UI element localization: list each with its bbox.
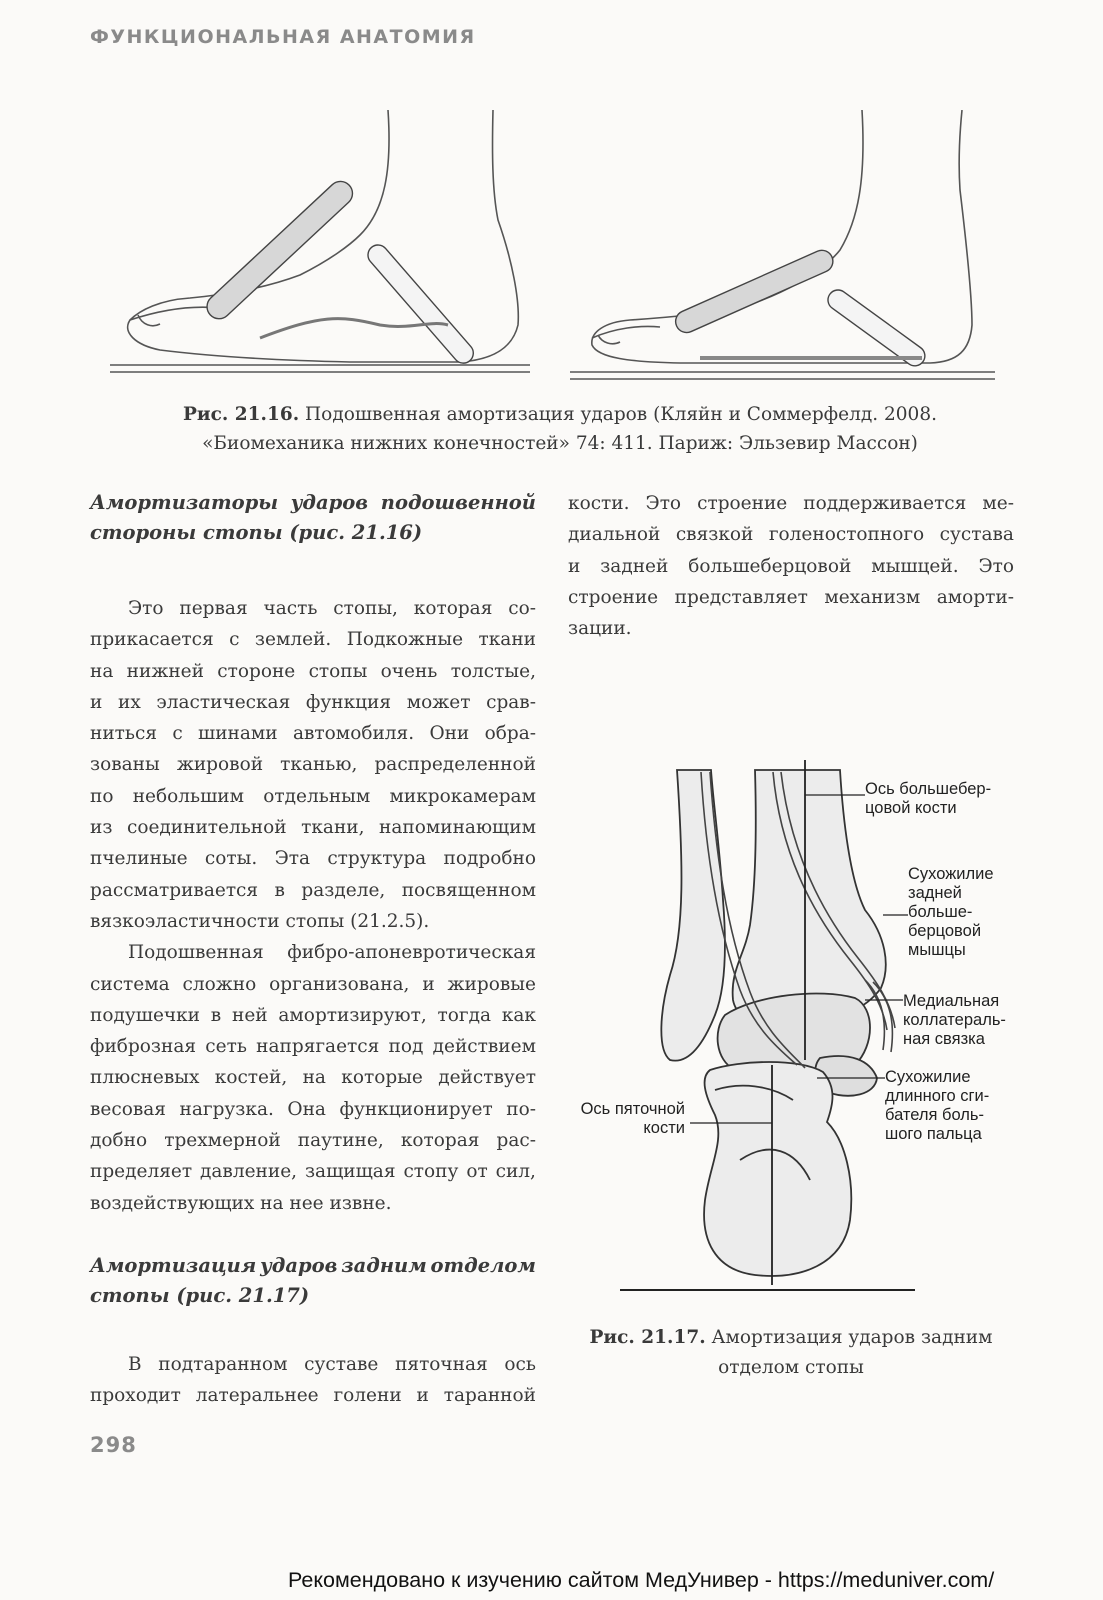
text-line: Подошвенная фибро-апоневротическая (128, 942, 536, 964)
text-line: зованы жировой тканью, распределенной (90, 754, 536, 776)
paragraph-continuation (568, 488, 1014, 644)
text-line: из соединительной ткани, напоминающим (90, 817, 536, 839)
text-line: добно трехмерной паутине, которая рас- (90, 1130, 536, 1152)
label-medial-collateral-ligament: Медиальная коллатераль- ная связка (903, 992, 1006, 1048)
figure-21-16-caption (100, 400, 1020, 458)
figure-21-16-caption-line2: «Биомеханика нижних конечностей» 74: 411. Париж: Эльзевир Массон) (202, 433, 918, 454)
text-line: Это первая часть стопы, которая со- (128, 598, 536, 619)
label-tibia-axis: Ось большебер- цовой кости (865, 780, 992, 817)
running-head: ФУНКЦИОНАЛЬНАЯ АНАТОМИЯ (90, 26, 476, 48)
label-posterior-tibialis-tendon: Сухожилие задней больше- берцовой мышцы (908, 865, 994, 959)
figure-21-16-label: Рис. 21.16. (183, 404, 300, 425)
heading-line: Амортизаторы ударов подошвенной (90, 491, 536, 514)
text-line: по небольшим отдельным микрокамерам (90, 785, 536, 807)
text-line: пределяет давление, защищая стопу от сил, (90, 1161, 536, 1183)
text-line: подушечки в ней амортизируют, тогда как (90, 1004, 536, 1026)
text-line: В подтаранном суставе пяточная ось (128, 1353, 536, 1375)
text-line: прикасается с землей. Подкожные ткани (90, 629, 536, 651)
text-line: вязкоэластичности стопы (21.2.5). (90, 910, 430, 932)
text-line: и их эластическая функция может срав- (90, 691, 536, 713)
figure-21-16-caption-line1: Подошвенная амортизация ударов (Кляйн и Соммерфелд. 2008. (299, 404, 937, 425)
text-line: диальной связкой голеностопного сустава (568, 524, 1014, 546)
text-line: воздействующих на нее извне. (90, 1192, 392, 1214)
heading-line: стопы (рис. 21.17) (90, 1283, 310, 1307)
text-line: и задней большеберцовой мышцей. Это (568, 555, 1014, 577)
label-calcaneus-axis: Ось пяточной кости (580, 1100, 685, 1137)
text-line: фиброзная сеть напрягается под действием (90, 1036, 536, 1058)
text-line: проходит латеральнее голени и таранной (90, 1385, 536, 1407)
heading-line: Амортизация ударов задним отделом (90, 1253, 536, 1277)
text-line: пчелиные соты. Эта структура подробно (90, 848, 536, 870)
left-column (90, 488, 536, 1412)
figure-21-16-foot-illustration (100, 110, 1020, 395)
page-number: 298 (90, 1433, 137, 1457)
paragraph-plantar-1 (90, 593, 536, 937)
paragraph-plantar-2 (90, 937, 536, 1219)
text-line: ниться с шинами автомобиля. Они обра- (90, 723, 536, 745)
text-line: рассматривается в разделе, посвященном (90, 879, 536, 901)
text-line: весовая нагрузка. Она функционирует по- (90, 1098, 536, 1120)
text-line: кости. Это строение поддерживается ме- (568, 493, 1014, 514)
figure-21-17-label: Рис. 21.17. (589, 1327, 706, 1348)
section-heading-hindfoot (90, 1251, 536, 1311)
footer-recommendation: Рекомендовано к изучению сайтом МедУнивер - https://meduniver.com/ (288, 1568, 995, 1592)
section-heading-plantar (90, 488, 536, 548)
paragraph-hindfoot (90, 1349, 536, 1412)
text-line: зации. (568, 618, 632, 640)
right-column (568, 488, 1014, 644)
heading-line: стороны стопы (рис. 21.16) (90, 521, 423, 544)
text-line: на нижней стороне стопы очень толстые, (90, 660, 536, 682)
figure-21-17-caption-line1: Амортизация ударов задним (705, 1327, 993, 1348)
label-flexor-hallucis-tendon: Сухожилие длинного сги- бателя боль- шого пальца (885, 1068, 990, 1143)
figure-21-17-caption-line2: отделом стопы (718, 1357, 864, 1378)
figure-21-17 (565, 760, 1015, 1300)
figure-21-17-caption (568, 1323, 1014, 1383)
text-line: строение представляет механизм аморти- (568, 586, 1014, 608)
text-line: плюсневых костей, на которые действует (90, 1067, 536, 1089)
text-line: система сложно организована, и жировые (90, 973, 536, 995)
